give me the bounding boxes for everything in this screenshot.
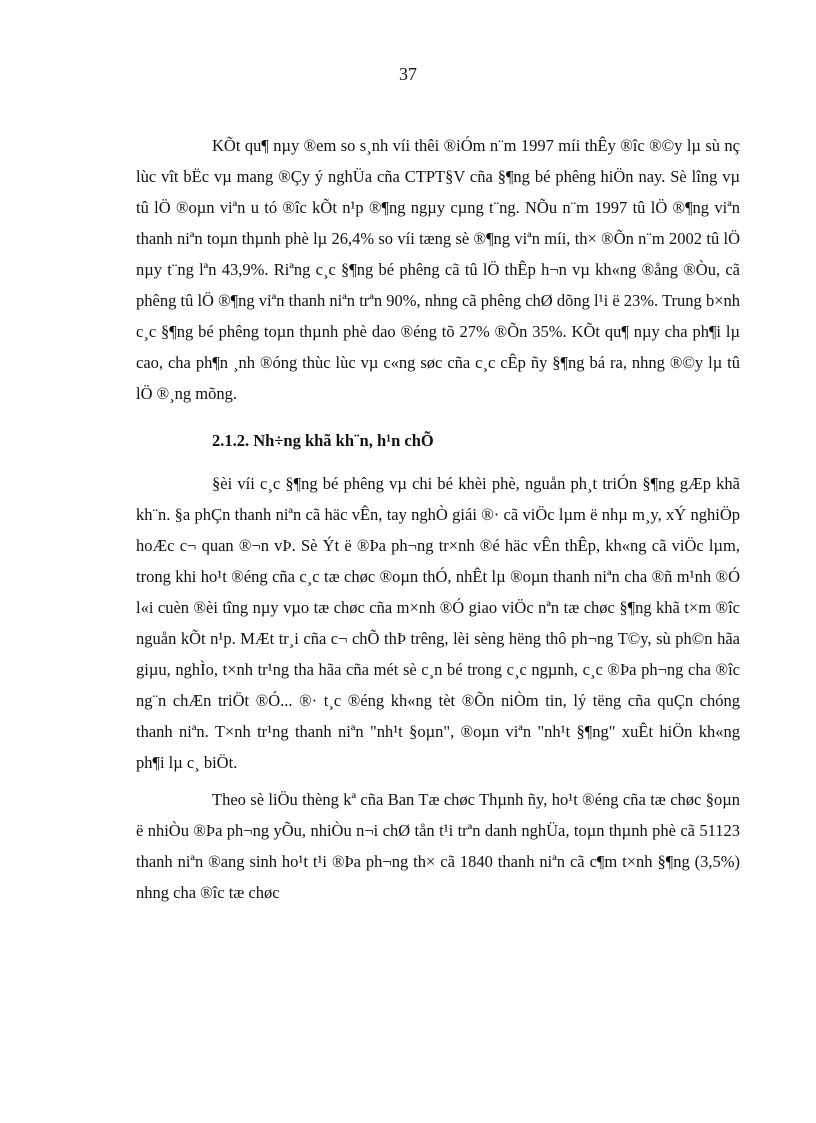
body-text	[136, 130, 740, 908]
paragraph: §èi víi c¸c §¶ng bé phêng vµ chi bé khèi phè, nguån ph¸t triÓn §¶ng gÆp khã kh¨n. §a phÇn thanh niªn cã häc vÊn, tay nghÒ giái ®· cã viÖc lµm ë nhµ m¸y, xÝ nghiÖp hoÆc c¬ quan ®¬n vÞ. Sè Ýt ë ®Þa ph¬ng tr×nh ®é häc vÊn thÊp, kh«ng cã viÖc lµm, trong khi ho¹t ®éng cña c¸c tæ chøc ®oµn thÓ, nhÊt lµ ®oµn thanh niªn cha ®ñ m¹nh ®Ó l«i cuèn ®èi tîng nµy vµo tæ chøc cña m×nh ®Ó giao viÖc nªn tæ chøc §¶ng khã t×m ®îc nguån kÕt n¹p. MÆt tr¸i cña c¬ chÕ thÞ trêng, lèi sèng hëng thô ph¬ng T©y, sù ph©n hãa giµu, nghÌo, t×nh tr¹ng tha hãa cña mét sè c¸n bé trong c¸c ngµnh, c¸c ®Þa ph¬ng cha ®îc ng¨n chÆn triÖt ®Ó... ®· t¸c ®éng kh«ng tèt ®Õn niÒm tin, lý tëng cña quÇn chóng thanh niªn. T×nh tr¹ng thanh niªn "nh¹t §oµn", ®oµn viªn "nh¹t §¶ng" xuÊt hiÖn kh«ng ph¶i lµ c¸ biÖt.	[136, 474, 740, 772]
section-heading: 2.1.2. Nh÷ng khã kh¨n, h¹n chÕ	[212, 431, 434, 450]
paragraph: KÕt qu¶ nµy ®em so s¸nh víi thêi ®iÓm n¨m 1997 míi thÊy ®îc ®©y lµ sù nç lùc vît bËc vµ mang ®Çy ý nghÜa cña CTPT§V cña §¶ng bé phêng hiÖn nay. Sè lîng vµ tû lÖ ®oµn viªn u tó ®îc kÕt n¹p ®¶ng ngµy cµng t¨ng. NÕu n¨m 1997 tû lÖ ®¶ng viªn thanh niªn toµn thµnh phè lµ 26,4% so víi tæng sè ®¶ng viªn míi, th× ®Õn n¨m 2002 tû lÖ nµy t¨ng lªn 43,9%. Riªng c¸c §¶ng bé phêng cã tû lÖ thÊp h¬n vµ kh«ng ®ång ®Òu, cã phêng tû lÖ ®¶ng viªn thanh niªn trªn 90%, nhng cã phêng chØ dõng l¹i ë 23%. Trung b×nh c¸c §¶ng bé phêng toµn thµnh phè dao ®éng tõ 27% ®Õn 35%. KÕt qu¶ nµy cha ph¶i lµ cao, cha ph¶n ¸nh ®óng thùc lùc vµ c«ng søc cña c¸c cÊp ñy §¶ng bá ra, nhng ®©y lµ tû lÖ ®¸ng mõng.	[136, 136, 740, 403]
page-number: 37	[399, 64, 417, 84]
paragraph: Theo sè liÖu thèng kª cña Ban Tæ chøc Thµnh ñy, ho¹t ®éng cña tæ chøc §oµn ë nhiÒu ®Þa ph¬ng yÕu, nhiÒu n¬i chØ tån t¹i trªn danh nghÜa, toµn thµnh phè cã 51123 thanh niªn ®ang sinh ho¹t t¹i ®Þa ph¬ng th× cã 1840 thanh niªn cã c¶m t×nh §¶ng (3,5%) nhng cha ®îc tæ chøc	[136, 790, 740, 902]
